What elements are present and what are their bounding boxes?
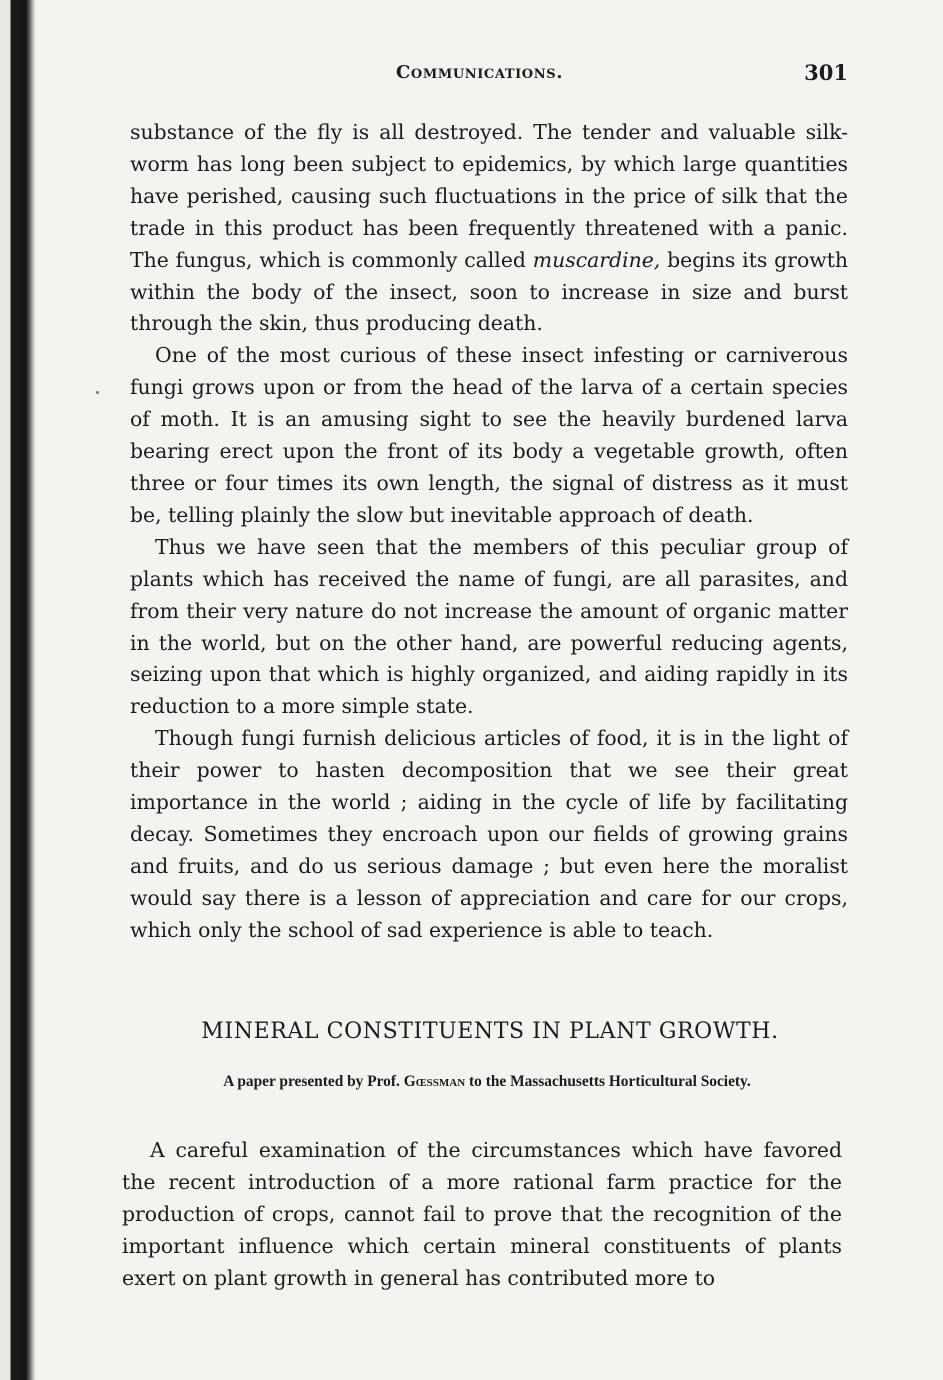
paragraph-4: Though fungi furnish delicious articles of food, it is in the light of their power to hasten decomposition that we see their great importance in the world ; aiding in the cycle of life by facilitating decay. Sometimes they encroach upon our fields of growing grains and fruits, and do us serious damage ; but even here the moralist would say there is a lesson of appreciation and care for our crops, which only the school of sad experience is able to teach. (130, 726, 848, 942)
page-header (130, 62, 848, 90)
page-number: 301 (804, 60, 848, 85)
running-head: Communications. (396, 62, 564, 83)
article-title: MINERAL CONSTITUENTS IN PLANT GROWTH. (201, 1019, 779, 1044)
author-name: Gœssman (403, 1073, 466, 1090)
body-text (130, 117, 848, 947)
book-spine-edge (0, 0, 36, 1380)
article-subtitle: A paper presented by Prof. Gœssman to the Massachusetts Horticultural Society. (223, 1073, 751, 1090)
paragraph-2: One of the most curious of these insect infesting or carniverous fungi grows upon or from the head of the larva of a certain species of moth. It is an amusing sight to see the heavily burdened larva bearing erect upon the front of its body a vegetable growth, often three or four times its own length, the signal of distress as it must be, telling plainly the slow but inevitable approach of death. (130, 343, 848, 527)
article-paragraph-1: A careful examination of the circumstances which have favored the recent introduction of a more rational farm practice for the production of crops, cannot fail to prove that the recognition of the important influence which certain mineral constituents of plants exert on plant growth in general has contributed more to (122, 1138, 842, 1290)
paragraph-1: substance of the fly is all destroyed. The tender and valuable silk-worm has long been subject to epidemics, by which large quantities have perished, causing such fluctuations in the price of silk that the trade in this product has been frequently threatened with a panic. The fungus, which is commonly called muscardine, begins its growth within the body of the insect, soon to increase in size and burst through the skin, thus producing death. (130, 120, 849, 336)
margin-mark (96, 391, 99, 394)
paragraph-3: Thus we have seen that the members of this peculiar group of plants which has received the name of fungi, are all parasites, and from their very nature do not increase the amount of organic matter in the world, but on the other hand, are powerful reducing agents, seizing upon that which is highly organized, and aiding rapidly in its reduction to a more simple state. (130, 534, 848, 719)
article-body (122, 1135, 842, 1295)
italic-term: muscardine, (532, 247, 661, 272)
